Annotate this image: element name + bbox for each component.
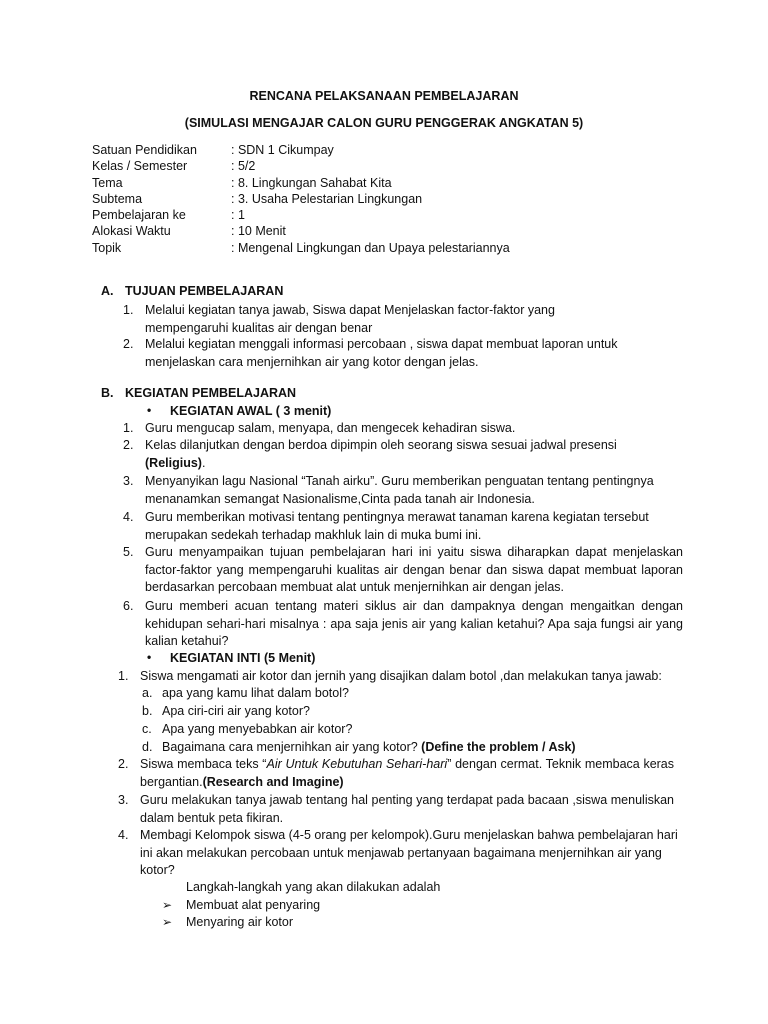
identity-value: : SDN 1 Cikumpay bbox=[231, 143, 334, 157]
section-letter: B. bbox=[101, 386, 114, 400]
sub-text: apa yang kamu lihat dalam botol? bbox=[162, 686, 349, 700]
item-text: Membagi Kelompok siswa (4-5 orang per kelompok).Guru menjelaskan bahwa pembelajaran hari ini akan melakukan percobaan untuk menjawab pertanyaan bagaimana menjernihkan air yang kotor? bbox=[140, 828, 678, 877]
document-subtitle: (SIMULASI MENGAJAR CALON GURU PENGGERAK ANGKATAN 5) bbox=[184, 116, 584, 130]
list-item bbox=[123, 598, 683, 651]
list-item bbox=[123, 509, 683, 544]
arrow-bullet-icon: ➢ bbox=[162, 915, 173, 929]
item-text-end: ” dengan cermat. Teknik membaca keras bergantian. bbox=[140, 757, 675, 789]
list-item bbox=[123, 544, 683, 597]
identity-value: : 5/2 bbox=[231, 159, 256, 173]
subsection-title: KEGIATAN INTI (5 Menit) bbox=[170, 651, 316, 665]
section-letter: A. bbox=[101, 284, 114, 298]
bullet-icon: • bbox=[147, 650, 152, 664]
sub-letter: a. bbox=[142, 686, 153, 700]
step-text: Membuat alat penyaring bbox=[186, 898, 321, 912]
list-item bbox=[123, 473, 683, 508]
list-item bbox=[123, 336, 648, 371]
sub-letter: b. bbox=[142, 704, 153, 718]
list-item bbox=[118, 668, 698, 686]
identity-key: Satuan Pendidikan bbox=[92, 143, 197, 157]
identity-value: : 3. Usaha Pelestarian Lingkungan bbox=[231, 192, 423, 206]
sub-text: Apa yang menyebabkan air kotor? bbox=[162, 722, 353, 736]
phase-tag: (Define the problem / Ask) bbox=[417, 740, 576, 754]
identity-value: : 10 Menit bbox=[231, 224, 286, 238]
item-number: 6. bbox=[123, 599, 134, 613]
item-number: 1. bbox=[118, 669, 129, 683]
list-item bbox=[118, 756, 674, 791]
step-text: Menyaring air kotor bbox=[186, 915, 293, 929]
item-number: 2. bbox=[118, 757, 129, 771]
identity-key: Alokasi Waktu bbox=[92, 224, 171, 238]
list-item bbox=[118, 827, 678, 880]
subsection-title: KEGIATAN AWAL ( 3 menit) bbox=[170, 404, 332, 418]
identity-value: : 1 bbox=[231, 208, 245, 222]
sub-text: Bagaimana cara menjernihkan air yang kotor? bbox=[162, 740, 418, 754]
identity-key: Subtema bbox=[92, 192, 143, 206]
sub-item bbox=[142, 739, 576, 757]
arrow-bullet-icon: ➢ bbox=[162, 898, 173, 912]
item-number: 3. bbox=[118, 793, 129, 807]
item-text: Melalui kegiatan menggali informasi percobaan , siswa dapat membuat laporan untuk menjelaskan cara menjernihkan air yang kotor dengan jelas. bbox=[145, 337, 618, 369]
item-number: 5. bbox=[123, 545, 134, 559]
item-text: Guru melakukan tanya jawab tentang hal penting yang terdapat pada bacaan ,siswa menuliskan dalam bentuk peta fikiran. bbox=[140, 793, 674, 825]
item-text bbox=[145, 437, 683, 472]
sub-item bbox=[142, 721, 353, 739]
item-text: Guru memberi acuan tentang materi siklus air dan dampaknya dengan mengaitkan dengan kehidupan sehari-hari misalnya : apa saja jenis air yang kalian ketahui? Apa saja fungsi air yang kalian ketahui? bbox=[145, 599, 683, 648]
steps-intro: Langkah-langkah yang akan dilakukan adalah bbox=[186, 880, 441, 894]
list-item bbox=[123, 420, 683, 438]
item-text bbox=[140, 756, 674, 791]
item-text: Siswa mengamati air kotor dan jernih yang disajikan dalam botol ,dan melakukan tanya jawab: bbox=[140, 669, 662, 683]
identity-key: Kelas / Semester bbox=[92, 159, 188, 173]
identity-key: Tema bbox=[92, 176, 123, 190]
bullet-icon: • bbox=[147, 403, 152, 417]
identity-value: : 8. Lingkungan Sahabat Kita bbox=[231, 176, 392, 190]
item-text: Guru menyampaikan tujuan pembelajaran hari ini yaitu siswa diharapkan dapat menjelaskan factor-faktor yang mempengaruhi kualitas air dengan benar dan siswa dapat membuat laporan berdasarkan percobaan membuat alat untuk menjernihkan air dengan jelas. bbox=[145, 545, 683, 594]
item-number: 1. bbox=[123, 303, 134, 317]
item-number: 2. bbox=[123, 337, 134, 351]
section-title: KEGIATAN PEMBELAJARAN bbox=[125, 386, 297, 400]
item-number: 2. bbox=[123, 438, 134, 452]
reading-title: Air Untuk Kebutuhan Sehari-hari bbox=[266, 757, 448, 771]
sub-item bbox=[142, 703, 310, 721]
item-text: Guru memberikan motivasi tentang pentingnya merawat tanaman karena kegiatan tersebut merupakan sedekah terhadap makhluk lain di muka bumi ini. bbox=[145, 510, 649, 542]
item-text-main: Kelas dilanjutkan dengan berdoa dipimpin oleh seorang siswa sesuai jadwal presensi bbox=[145, 438, 617, 452]
sub-letter: d. bbox=[142, 740, 153, 754]
sub-text-wrap bbox=[162, 739, 576, 757]
item-text-start: Siswa membaca teks “ bbox=[140, 757, 267, 771]
item-number: 4. bbox=[123, 510, 134, 524]
item-number: 1. bbox=[123, 421, 134, 435]
list-item bbox=[123, 302, 583, 337]
phase-tag: (Research and Imagine) bbox=[202, 774, 344, 789]
sub-text: Apa ciri-ciri air yang kotor? bbox=[162, 704, 310, 718]
list-item bbox=[123, 437, 683, 472]
value-tag: (Religius) bbox=[145, 455, 202, 470]
item-number: 4. bbox=[118, 828, 129, 842]
item-text: Menyanyikan lagu Nasional “Tanah airku”. Guru memberikan penguatan tentang pentingnya menanamkan semangat Nasionalisme,Cinta pada tanah air Indonesia. bbox=[145, 474, 654, 506]
item-text: Melalui kegiatan tanya jawab, Siswa dapat Menjelaskan factor-faktor yang mempengaruhi kualitas air dengan benar bbox=[145, 303, 555, 335]
sub-letter: c. bbox=[142, 722, 152, 736]
item-text-end: . bbox=[201, 455, 206, 470]
list-item bbox=[118, 792, 674, 827]
item-number: 3. bbox=[123, 474, 134, 488]
document-title: RENCANA PELAKSANAAN PEMBELAJARAN bbox=[249, 89, 519, 103]
identity-key: Topik bbox=[92, 241, 122, 255]
sub-item bbox=[142, 685, 349, 703]
section-title: TUJUAN PEMBELAJARAN bbox=[125, 284, 284, 298]
identity-key: Pembelajaran ke bbox=[92, 208, 186, 222]
identity-value: : Mengenal Lingkungan dan Upaya pelestariannya bbox=[231, 241, 510, 255]
item-text: Guru mengucap salam, menyapa, dan mengecek kehadiran siswa. bbox=[145, 421, 516, 435]
